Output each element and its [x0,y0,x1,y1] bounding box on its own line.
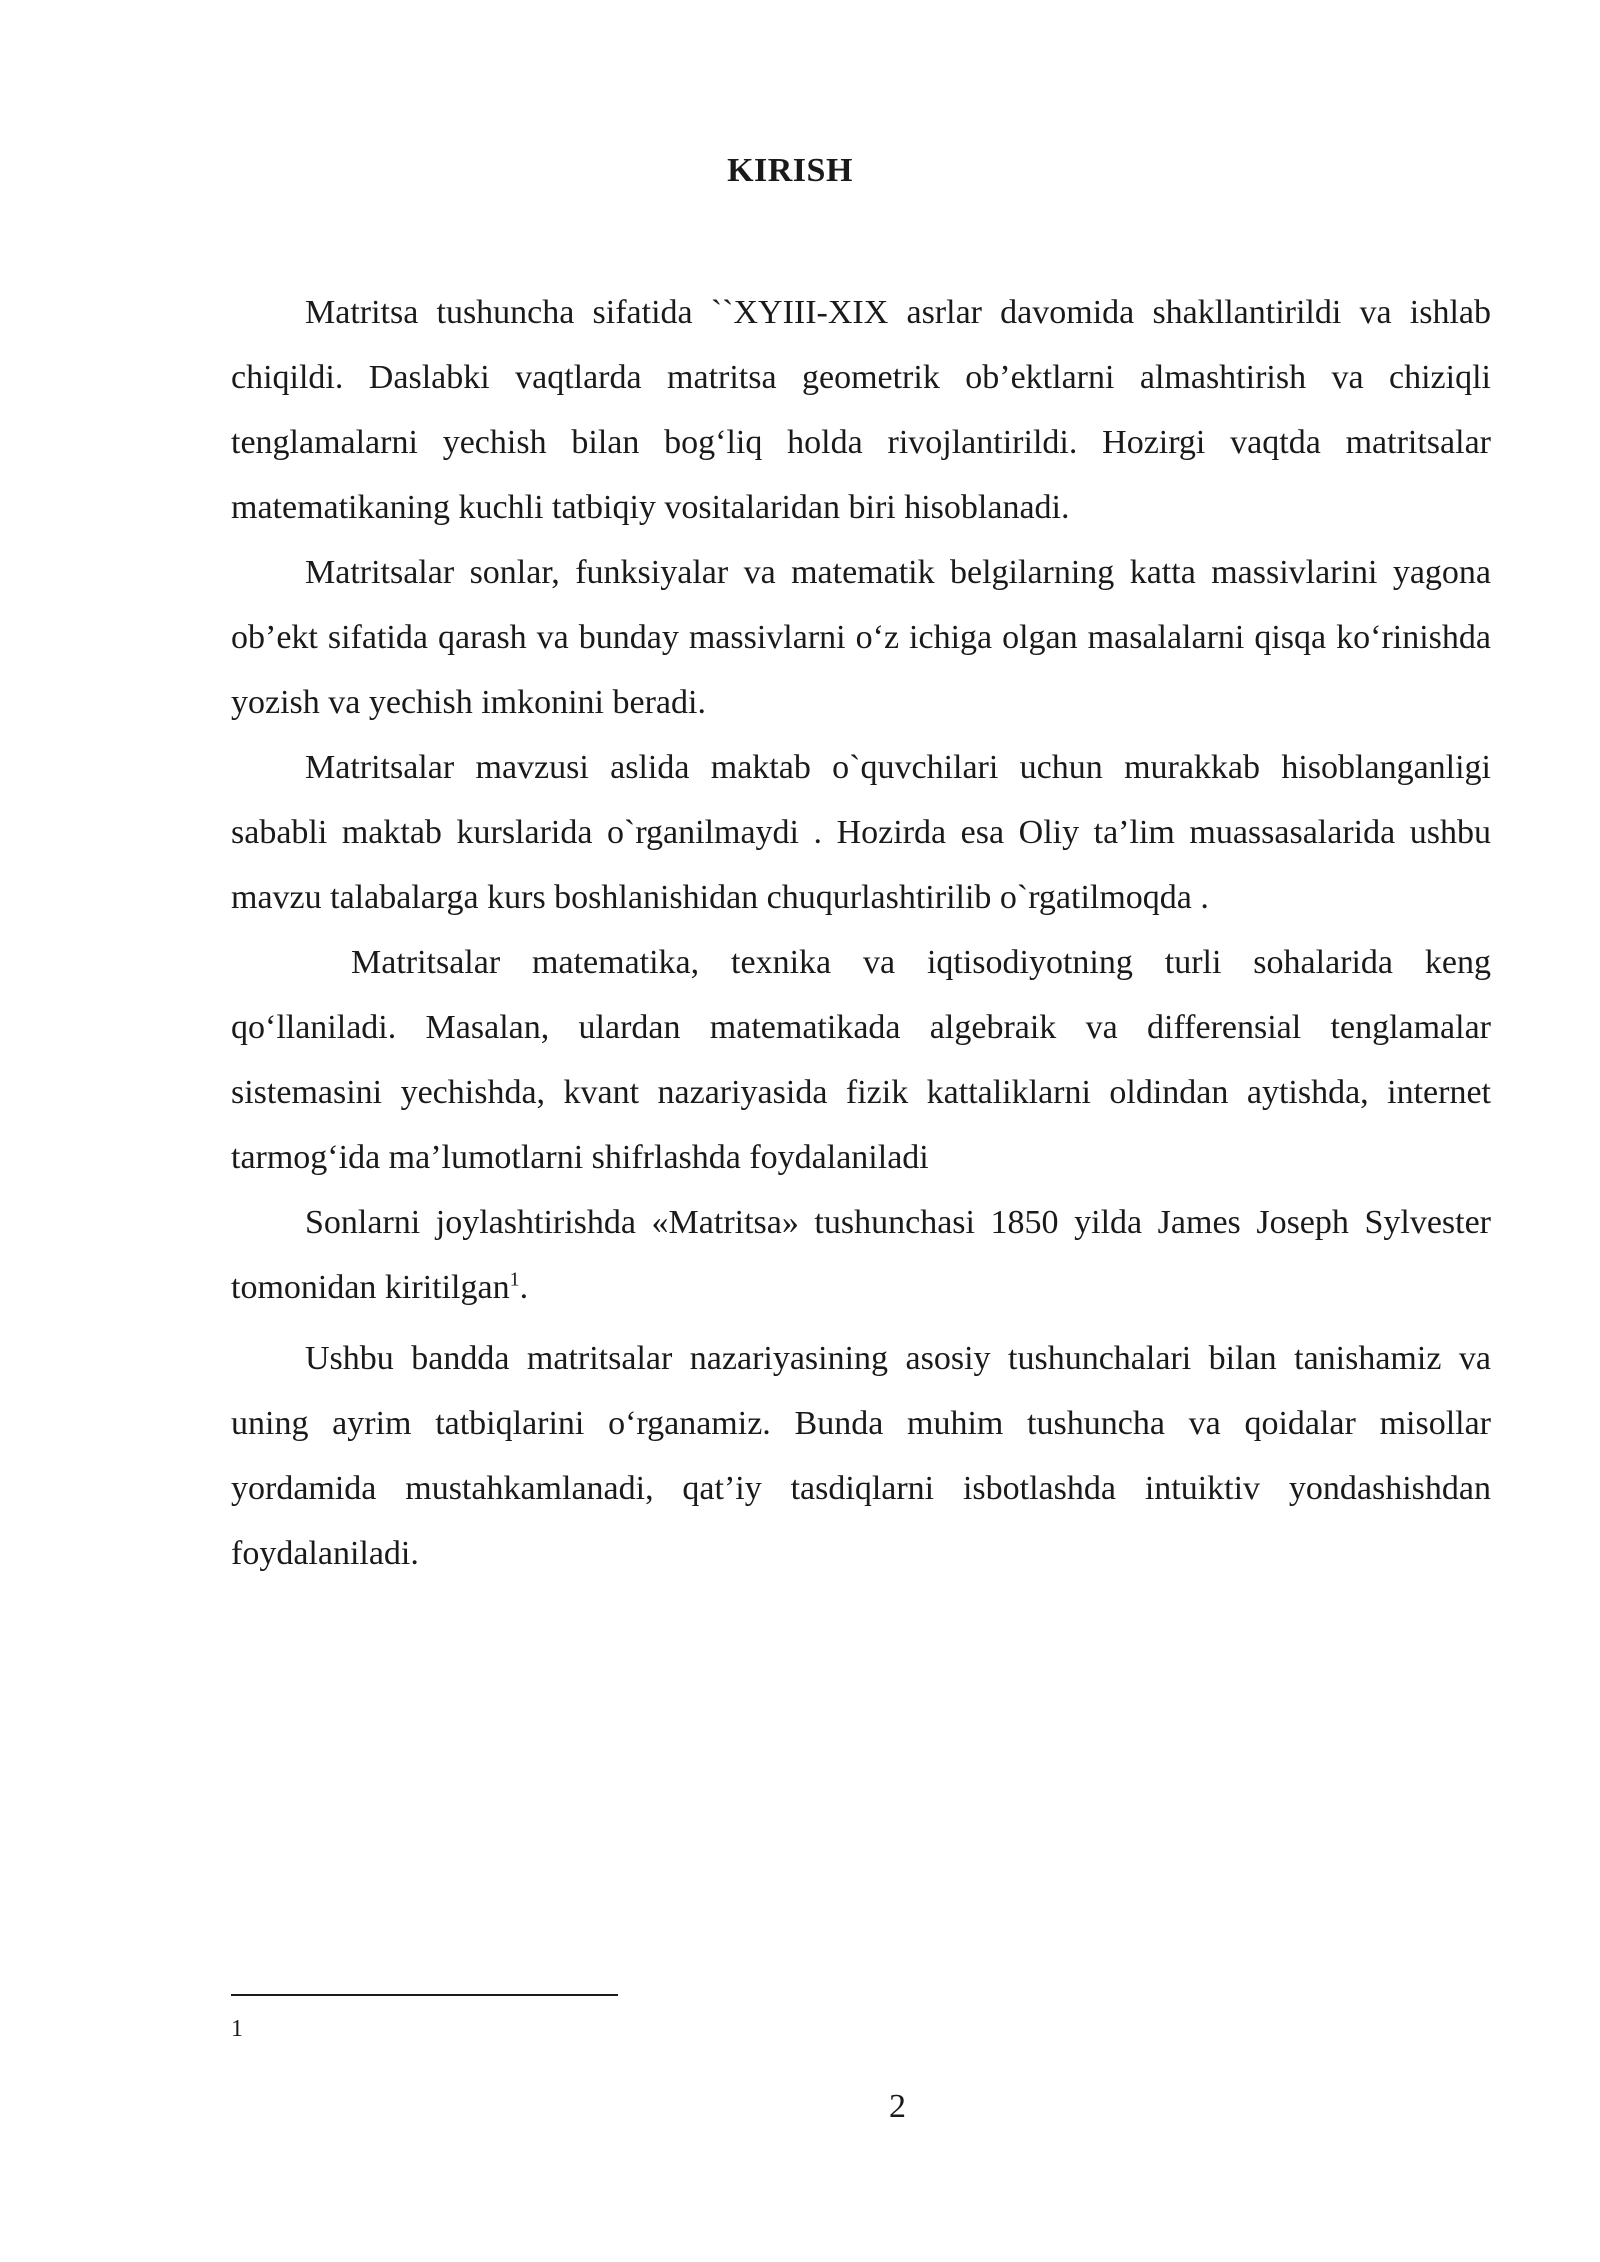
paragraph-6: Ushbu bandda matritsalar nazariyasining asosiy tushunchalari bilan tanishamiz va uning ayrim tatbiqlarini o‘rganamiz. Bunda muhim tushuncha va qoidalar misollar yordamida mustahkamlanadi, qat’iy tasdiqlarni isbotlashda intuiktiv yondashishdan foydalaniladi. [231,1340,1491,1572]
footnote-reference[interactable]: 1 [509,1268,520,1291]
footnote-separator [231,1994,618,1996]
paragraph-5 [231,1190,1491,1320]
footnote-number: 1 [231,2016,243,2042]
page-number: 2 [889,2088,906,2125]
paragraph-5-text: Sonlarni joylashtirishda «Matritsa» tushunchasi 1850 yilda James Joseph Sylvester tomonidan kiritilgan [231,1204,1491,1306]
paragraph-5-end: . [519,1269,529,1306]
body-text [231,280,1491,1586]
paragraph-2: Matritsalar sonlar, funksiyalar va matematik belgilarning katta massivlarini yagona ob’ekt sifatida qarash va bunday massivlarni o‘z ichiga olgan masalalarni qisqa ko‘rinishda yozish va yechish imkonini beradi. [231,554,1491,721]
paragraph-3: Matritsalar mavzusi aslida maktab o`quvchilari uchun murakkab hisoblanganligi sababli maktab kurslarida o`rganilmaydi . Hozirda esa Oliy ta’lim muassasalarida ushbu mavzu talabalarga kurs boshlanishidan chuqurlashtirilib o`rgatilmoqda . [231,749,1491,916]
page-title: KIRISH [727,152,853,189]
paragraph-4: Matritsalar matematika, texnika va iqtisodiyotning turli sohalarida keng qo‘llaniladi. Masalan, ulardan matematikada algebraik va differensial tenglamalar sistemasini yechishda, kvant nazariyasida fizik kattaliklarni oldindan aytishda, internet tarmog‘ida ma’lumotlarni shifrlashda foydalaniladi [231,944,1491,1176]
paragraph-1: Matritsa tushuncha sifatida ``XYIII-XIX asrlar davomida shakllantirildi va ishlab chiqildi. Daslabki vaqtlarda matritsa geometrik ob’ektlarni almashtirish va chiziqli tenglamalarni yechish bilan bog‘liq holda rivojlantirildi. Hozirgi vaqtda matritsalar matematikaning kuchli tatbiqiy vositalaridan biri hisoblanadi. [231,294,1491,526]
